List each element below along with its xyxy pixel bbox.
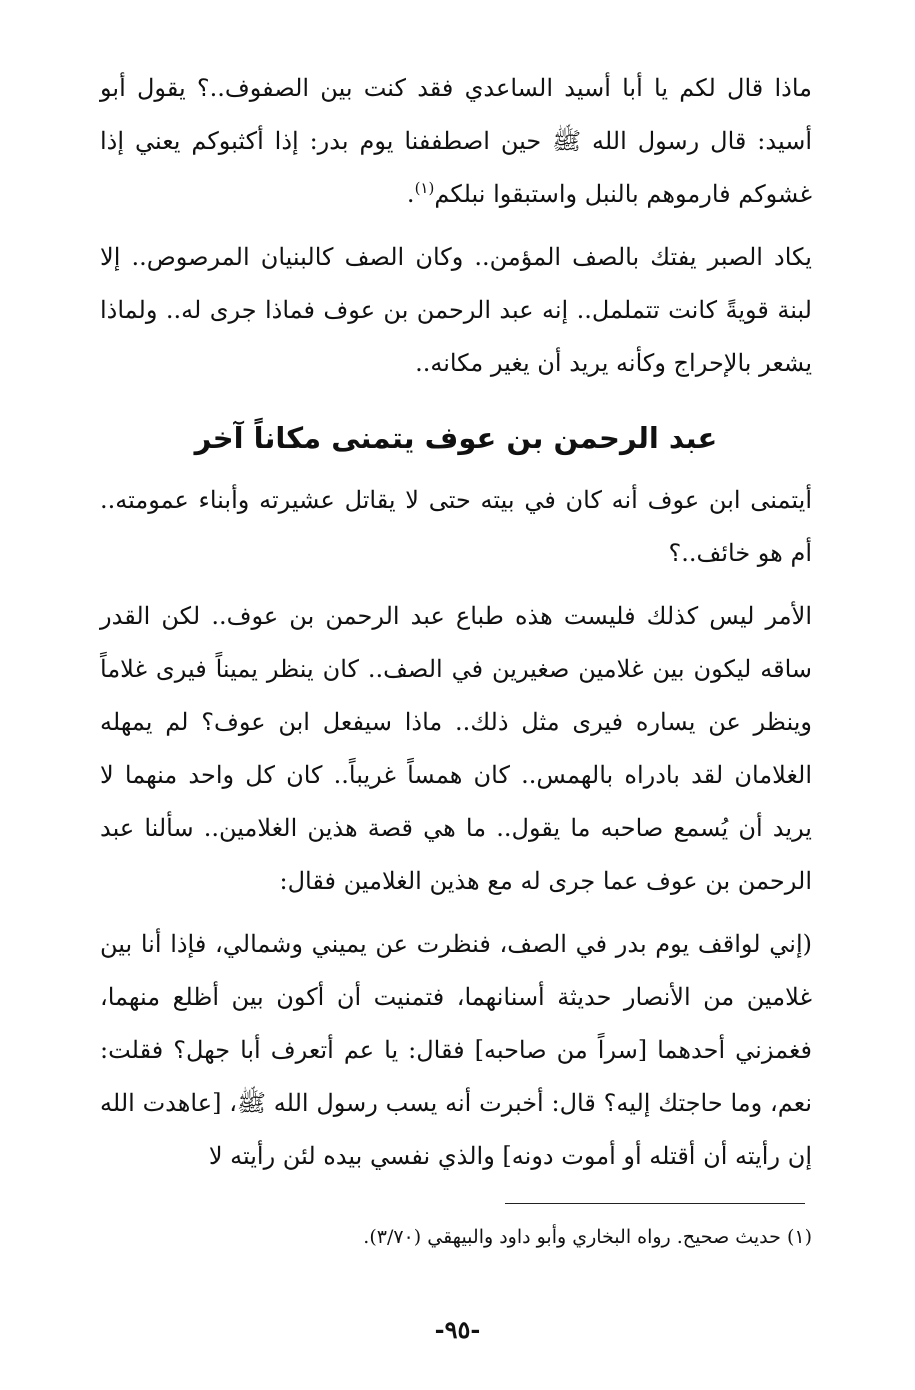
footnote-reference: (١) xyxy=(414,179,435,197)
sentence-end: . xyxy=(406,180,415,208)
paragraph-patience: يكاد الصبر يفتك بالصف المؤمن.. وكان الصف كالبنيان المرصوص.. إلا لبنة قويةً كانت تتململ.. إنه عبد الرحمن بن عوف فماذا جرى له.. ولماذا يشعر بالإحراج وكأنه يريد أن يغير مكانه.. xyxy=(100,243,812,377)
page-body xyxy=(100,62,812,1193)
paragraph-abu-usayd-text: ماذا قال لكم يا أبا أسيد الساعدي فقد كنت بين الصفوف..؟ يقول أبو أسيد: قال رسول الله ﷺ حين اصطففنا يوم بدر: إذا أكثبوكم يعني إذا غشوكم فارموهم بالنبل واستبقوا نبلكم xyxy=(100,74,812,208)
page-number: -٩٥- xyxy=(434,1315,481,1344)
footnote-divider xyxy=(505,1203,805,1204)
paragraph-question: أيتمنى ابن عوف أنه كان في بيته حتى لا يقاتل عشيرته وأبناء عمومته.. أم هو خائف..؟ xyxy=(100,486,812,567)
section-heading: عبد الرحمن بن عوف يتمنى مكاناً آخر xyxy=(194,421,718,455)
paragraph-two-boys: الأمر ليس كذلك فليست هذه طباع عبد الرحمن بن عوف.. لكن القدر ساقه ليكون بين غلامين صغيرين في الصف.. كان ينظر يميناً فيرى غلاماً وينظر عن يساره فيرى مثل ذلك.. ماذا سيفعل ابن عوف؟ لم يمهله الغلامان لقد بادراه بالهمس.. كان همساً غريباً.. كان كل واحد منهما لا يريد أن يُسمع صاحبه ما يقول.. ما هي قصة هذين الغلامين.. سألنا عبد الرحمن بن عوف عما جرى له مع هذين الغلامين فقال: xyxy=(100,602,812,895)
footnote: (١) حديث صحيح. رواه البخاري وأبو داود والبيهقي (٣/٧٠). xyxy=(363,1226,812,1248)
paragraph-abu-usayd xyxy=(100,62,812,221)
paragraph-quote: (إني لواقف يوم بدر في الصف، فنظرت عن يميني وشمالي، فإذا أنا بين غلامين من الأنصار حديثة أسنانهما، فتمنيت أن أكون بين أظلع منهما، فغمزني أحدهما [سراً من صاحبه] فقال: يا عم أتعرف أبا جهل؟ فقلت: نعم، وما حاجتك إليه؟ قال: أخبرت أنه يسب رسول الله ﷺ، [عاهدت الله إن رأيته أن أقتله أو أموت دونه] والذي نفسي بيده لئن رأيته لا xyxy=(100,930,812,1170)
